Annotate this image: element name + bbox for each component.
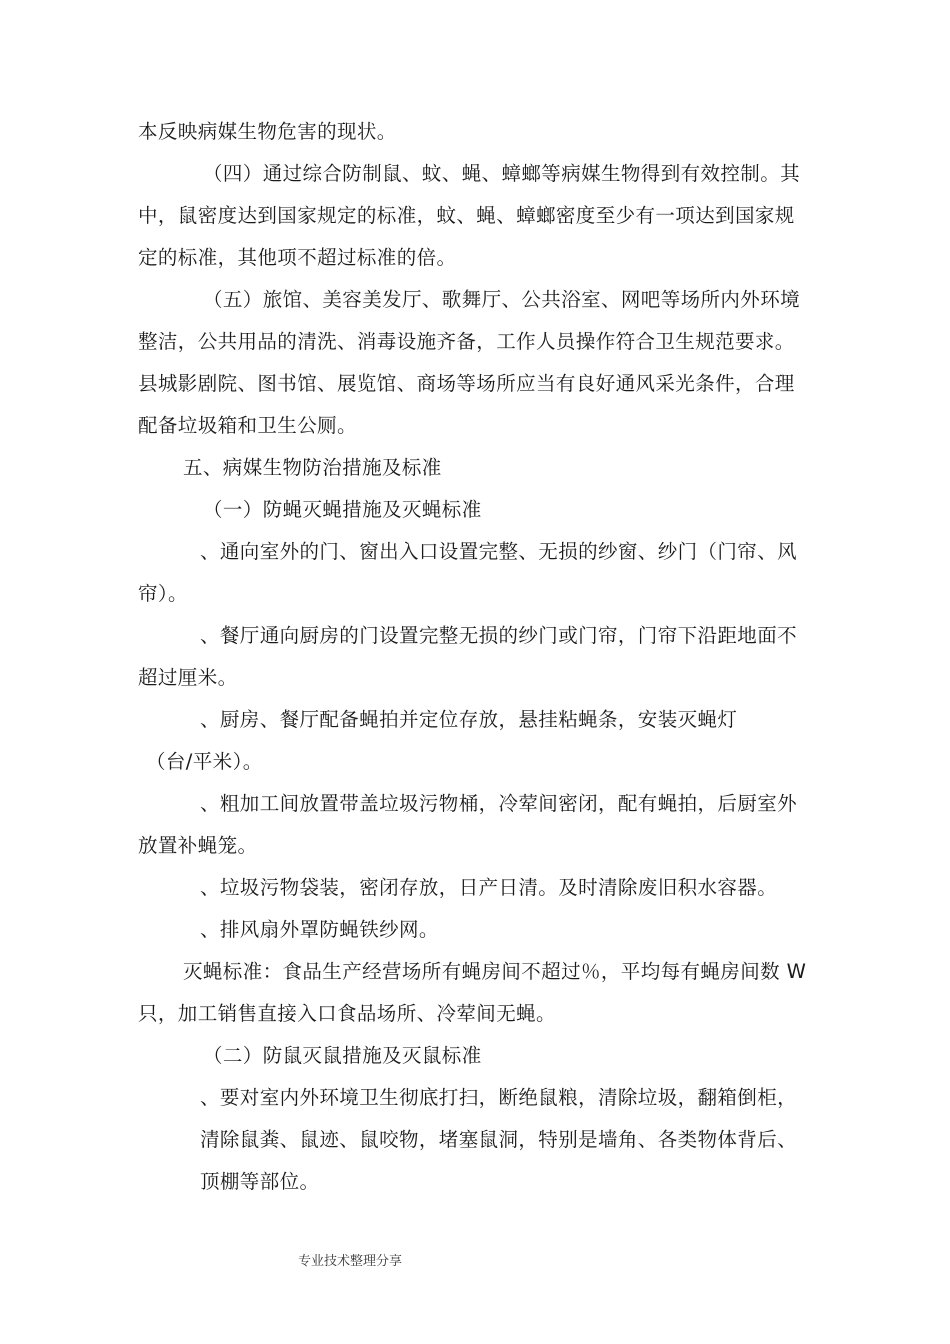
text-line-20: 、排风扇外罩防蝇铁纱网。 [200,918,439,941]
text-line-8: 配备垃圾箱和卫生公厕。 [138,414,357,437]
text-line-24: 、要对室内外环境卫生彻底打扫，断绝鼠粮，清除垃圾，翻箱倒柜， [200,1086,798,1109]
text-line-5: （五）旅馆、美容美发厅、歌舞厅、公共浴室、网吧等场所内外环境 [203,288,801,311]
section-heading: 五、病媒生物防治措施及标准 [183,456,442,479]
text-line-22: 只，加工销售直接入口食品场所、冷荤间无蝇。 [138,1002,556,1025]
text-line-6: 整洁，公共用品的清洗、消毒设施齐备，工作人员操作符合卫生规范要求。 [138,330,795,353]
text-line-13: 、餐厅通向厨房的门设置完整无损的纱门或门帘，门帘下沿距地面不 [200,624,798,647]
text-line-16: （台/平米）。 [146,750,263,773]
text-line-12: 帘）。 [138,582,188,605]
text-line-2: （四）通过综合防制鼠、蚊、蝇、蟑螂等病媒生物得到有效控制。其 [203,162,801,185]
text-line-1: 本反映病媒生物危害的现状。 [138,120,397,143]
text-line-11: 、通向室外的门、窗出入口设置完整、无损的纱窗、纱门（门帘、风 [200,540,798,563]
subsection-heading-1: （一）防蝇灭蝇措施及灭蝇标准 [203,498,482,521]
page-footer: 专业技术整理分享 [298,1254,403,1269]
text-line-25: 清除鼠粪、鼠迹、鼠咬物，堵塞鼠洞，特别是墙角、各类物体背后、 [200,1128,798,1151]
text-line-4: 定的标准，其他项不超过标准的倍。 [138,246,457,269]
text-line-15: 、厨房、餐厅配备蝇拍并定位存放，悬挂粘蝇条，安装灭蝇灯 [200,708,738,731]
text-line-17: 、粗加工间放置带盖垃圾污物桶，冷荤间密闭，配有蝇拍，后厨室外 [200,792,798,815]
text-line-18: 放置补蝇笼。 [138,834,258,857]
text-line-14: 超过厘米。 [138,666,238,689]
text-line-21: 灭蝇标准：食品生产经营场所有蝇房间不超过％，平均每有蝇房间数 W [183,960,807,983]
text-line-26: 顶棚等部位。 [200,1170,320,1193]
text-line-19: 、垃圾污物袋装，密闭存放，日产日清。及时清除废旧积水容器。 [200,876,778,899]
text-line-7: 县城影剧院、图书馆、展览馆、商场等场所应当有良好通风采光条件，合理 [138,372,795,395]
subsection-heading-2: （二）防鼠灭鼠措施及灭鼠标准 [203,1044,482,1067]
text-line-3: 中，鼠密度达到国家规定的标准，蚊、蝇、蟑螂密度至少有一项达到国家规 [138,204,795,227]
